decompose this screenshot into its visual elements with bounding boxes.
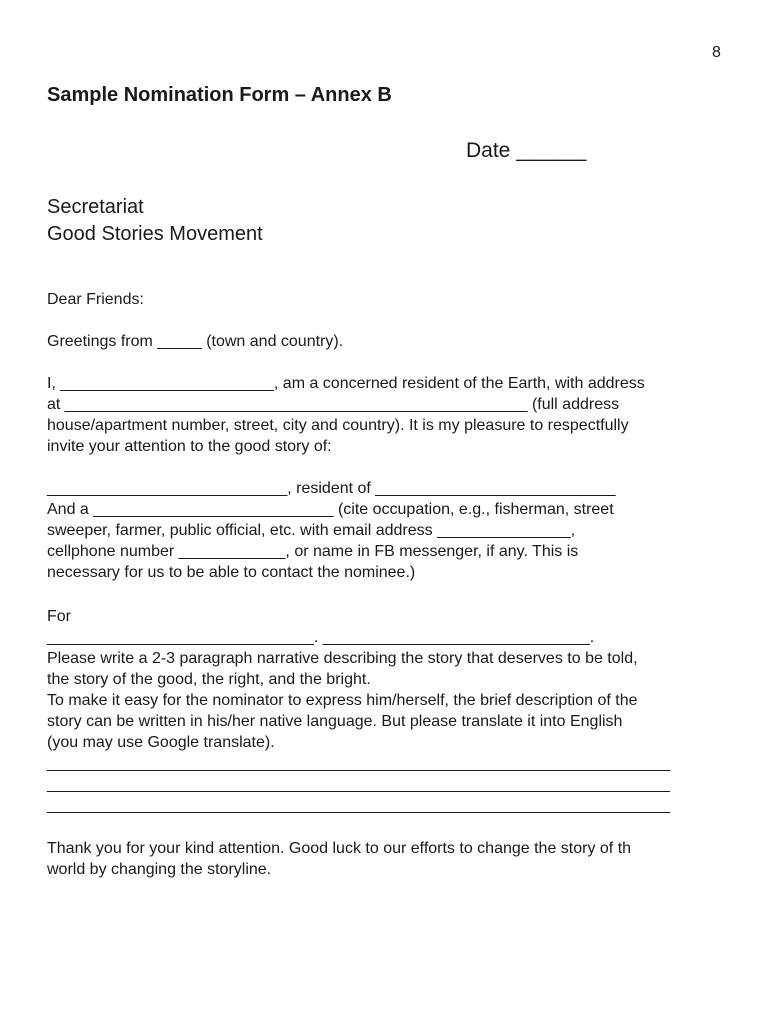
page-title: Sample Nomination Form – Annex B xyxy=(47,84,392,106)
blank-line: ______________________________________________________________________ xyxy=(47,755,670,772)
closing-line: Thank you for your kind attention. Good luck to our efforts to change the story of th xyxy=(47,840,632,857)
nominee-line: cellphone number ____________, or name in FB messenger, if any. This is xyxy=(47,543,579,560)
nominee-line: And a ___________________________ (cite occupation, e.g., fisherman, street xyxy=(47,501,614,518)
recipient-line: Good Stories Movement xyxy=(47,223,263,245)
blank-line: ______________________________________________________________________ xyxy=(47,776,670,793)
story-line: To make it easy for the nominator to express him/herself, the brief description of the xyxy=(47,692,638,709)
page-number: 8 xyxy=(712,44,721,61)
story-paragraph xyxy=(47,606,737,816)
salutation: Dear Friends: xyxy=(47,291,144,308)
intro-line: I, ________________________, am a concerned resident of the Earth, with address xyxy=(47,375,645,392)
nominee-paragraph xyxy=(47,478,737,583)
recipient-line: Secretariat xyxy=(47,196,144,218)
story-line: the story of the good, the right, and the bright. xyxy=(47,671,371,688)
story-line: ______________________________. ______________________________. xyxy=(47,629,595,646)
story-line: For xyxy=(47,608,71,625)
blank-line: ______________________________________________________________________ xyxy=(47,797,670,814)
story-line: Please write a 2-3 paragraph narrative describing the story that deserves to be told, xyxy=(47,650,638,667)
date-line: Date ______ xyxy=(466,139,587,162)
nominee-line: sweeper, farmer, public official, etc. with email address _______________, xyxy=(47,522,576,539)
recipient-block xyxy=(47,194,263,248)
nominee-line: ___________________________, resident of ___________________________ xyxy=(47,480,616,497)
story-line: story can be written in his/her native language. But please translate it into English xyxy=(47,713,623,730)
intro-line: at ____________________________________________________ (full address xyxy=(47,396,620,413)
greetings-line: Greetings from _____ (town and country). xyxy=(47,333,344,350)
intro-paragraph xyxy=(47,373,737,457)
intro-line: invite your attention to the good story of: xyxy=(47,438,332,455)
nominee-line: necessary for us to be able to contact the nominee.) xyxy=(47,564,416,581)
closing-paragraph xyxy=(47,838,737,880)
closing-line: world by changing the storyline. xyxy=(47,861,272,878)
intro-line: house/apartment number, street, city and country). It is my pleasure to respectfully xyxy=(47,417,629,434)
story-line: (you may use Google translate). xyxy=(47,734,275,751)
